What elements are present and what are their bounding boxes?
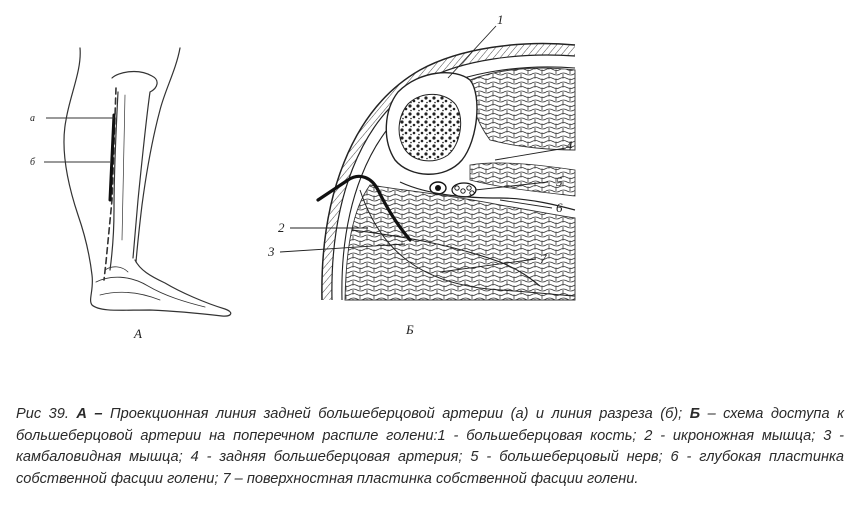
panel-a-label-b: б — [30, 157, 36, 168]
caption-b-text: – схема доступа к большеберцовой артерии на поперечном распиле голени:1 - большеберцовая кость; 2 - икроножная мышца; 3 - камбаловидная мышца; 4 - задняя большеберцовая артерия; 5 - большеберцовый нерв; 6 - глубокая пластинка собственной фасции голени; 7 – поверхностная пластинка собственной фасции голени. — [16, 406, 844, 487]
panel-b-letter: Б — [406, 322, 414, 337]
figure-caption — [16, 404, 844, 490]
cross-section — [318, 44, 575, 300]
caption-number: Рис 39. — [16, 406, 69, 422]
caption-b-letter: Б — [689, 406, 701, 422]
panel-b-label-7: 7 — [540, 251, 547, 266]
caption-a-text: Проекционная линия задней большеберцовой артерии (а) и линия разреза (б); — [110, 406, 683, 422]
panel-a-letter: А — [134, 326, 142, 341]
leg-drawing — [64, 48, 231, 316]
panel-b-label-6: 6 — [556, 200, 563, 215]
panel-b-label-3: 3 — [268, 244, 275, 259]
panel-a-label-a: а — [30, 113, 35, 124]
panel-b-label-4: 4 — [566, 138, 573, 153]
caption-a-letter: А – — [76, 406, 103, 422]
panel-b-label-5: 5 — [556, 174, 563, 189]
panel-b-label-1: 1 — [497, 12, 504, 27]
panel-b-label-2: 2 — [278, 220, 285, 235]
